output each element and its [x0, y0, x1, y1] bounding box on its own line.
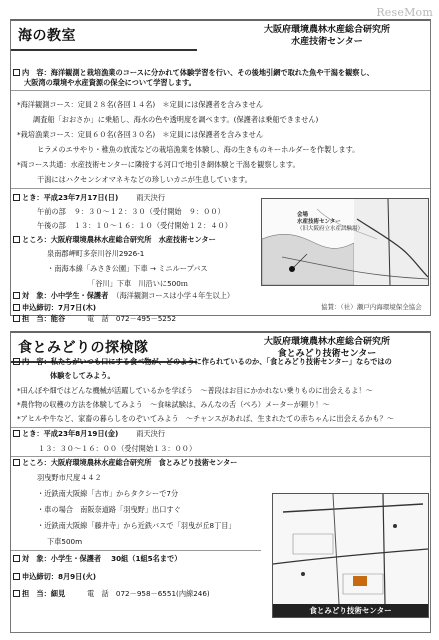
- item1: *田んぼや畑ではどんな機械が活躍しているかを学ぼう ～普段はお目にかかれない乗りものに出会えるよ！～: [17, 386, 373, 395]
- section-title: 海の教室: [18, 28, 76, 44]
- checkbox-square-icon: [13, 358, 20, 365]
- checkbox-square-icon: [13, 194, 20, 201]
- contact-name: 能谷: [50, 314, 66, 323]
- content-text: 私たちがいつも口にする食べ物が、どのように作られているのか、「食とみどり技術センター」ならではの: [50, 357, 392, 366]
- checkbox-square-icon: [13, 459, 20, 466]
- contact-tel: 電 話 072－958－6551(内線246): [87, 589, 210, 598]
- target-label: 対 象：: [22, 291, 51, 300]
- checkbox-square-icon: [13, 292, 20, 299]
- checkbox-square-icon: [13, 304, 20, 311]
- map-graphic: [273, 494, 428, 604]
- date-label: とき：平成23年8月19日(金): [22, 429, 119, 438]
- checkbox-square-icon: [13, 555, 20, 562]
- address: 羽曳野市尺度４４２: [37, 473, 102, 482]
- organizer-line2: 水産技術センター: [291, 37, 363, 47]
- pm-session: [37, 221, 232, 231]
- deadline-row: [13, 303, 96, 313]
- am-label: 午前の部: [37, 207, 66, 216]
- target-note: （海洋観測コースは小学４年生以上）: [112, 291, 235, 300]
- venue-marker: [289, 266, 295, 272]
- deadline-label: 申込締切：: [22, 303, 58, 312]
- access2: ・車の場合 南阪奈道路「羽曳野」出口すぐ: [37, 505, 181, 514]
- venue-marker: [353, 576, 367, 586]
- place-label: ところ：大阪府環境農林水産総合研究所 水産技術センター: [22, 235, 216, 244]
- organizer-line2: 食とみどり技術センター: [277, 349, 377, 359]
- map-center-label1: 会場: [297, 212, 309, 218]
- contact-label: 担 当：: [22, 314, 51, 323]
- target-label: 対 象：: [22, 554, 51, 563]
- content-row: [13, 68, 374, 78]
- content-label: 内 容：: [22, 357, 51, 366]
- content-row: [13, 357, 392, 367]
- deadline-value: 7月7日(木): [57, 303, 97, 312]
- course1: *海洋観測コース：定員２８名(各回１４名) ＊定員には保護者を含みません: [17, 100, 264, 109]
- pm-label: 午後の部: [37, 221, 66, 230]
- date-row: [13, 429, 165, 439]
- divider: [11, 456, 430, 457]
- access3: ・近鉄南大阪線「藤井寺」から近鉄バスで「羽曳が丘8丁目」: [37, 521, 236, 530]
- cooperation-note: 協賛：（社）瀬戸内海環境保全協会: [321, 303, 422, 311]
- content-text-2: 体験をしてみよう。: [50, 371, 115, 380]
- checkbox-square-icon: [13, 590, 20, 597]
- contact-tel: 電 話 072－495－5252: [87, 314, 177, 323]
- place-row: [13, 458, 237, 468]
- place-row: [13, 235, 216, 245]
- contact-name: 細見: [50, 589, 66, 598]
- course2-detail: ヒラメのエサやり・稚魚の放流などの栽培漁業を体験し、海の生きものキーホルダーを作製します。: [37, 145, 360, 154]
- content-text: 海洋観測と栽培漁業のコースに分かれて体験学習を行い、その後地引網で取れた魚や干潟を観察し、: [50, 68, 374, 77]
- access2: 「谷川」下車 川沿いに500ｍ: [88, 279, 188, 288]
- section-title: 食とみどりの探検隊: [18, 340, 149, 356]
- rain-note: 雨天決行: [136, 429, 166, 438]
- divider: [11, 188, 430, 189]
- organizer: [264, 24, 390, 48]
- map-graphic: [262, 199, 428, 285]
- map-banner: 食とみどり技術センター: [273, 604, 428, 617]
- map-misaki: [261, 198, 429, 286]
- date-row: [13, 193, 165, 203]
- map-habikino: [272, 493, 429, 618]
- map-center-label3: （旧大阪府立水産試験場）: [297, 226, 364, 232]
- access1: ・近鉄南大阪線「古市」からタクシーで7分: [37, 489, 179, 498]
- time: １３：３０～１６：００（受付開始１３：００）: [38, 444, 197, 453]
- organizer-line1: 大阪府環境農林水産総合研究所: [263, 337, 390, 347]
- checkbox-square-icon: [13, 236, 20, 243]
- divider: [11, 90, 430, 91]
- deadline-value: 8月9日(火): [57, 572, 97, 581]
- map-center-label2: 水産技術センター: [297, 219, 341, 225]
- course3: *両コース共通：水産技術センターに隣接する河口で地引き網体験と干潟を観察します。: [17, 160, 300, 169]
- am-session: [37, 207, 225, 217]
- pm-time: １３：１０～１６：１０（受付開始１２：４０）: [73, 221, 232, 230]
- checkbox-square-icon: [13, 69, 20, 76]
- am-time: ９：３０～１２：３０（受付開始 ９：００）: [73, 207, 225, 216]
- organizer-line1: 大阪府環境農林水産総合研究所: [263, 25, 390, 35]
- item2: *農作物の収穫の方法を体験してみよう ～食味試験は、みんなの舌（べろ）メーターが頼り！～: [17, 400, 330, 409]
- watermark: ReseMom: [376, 6, 433, 19]
- deadline-label: 申込締切：: [22, 572, 58, 581]
- access1: ・南海本線「みさき公園」下車 → ミニループバス: [47, 264, 208, 273]
- section-shoku-to-midori: [10, 331, 431, 633]
- divider: [11, 427, 430, 428]
- target-row: [13, 291, 234, 301]
- content-text-2: 大阪湾の環境や水産資源の保全について学習します。: [24, 78, 196, 87]
- checkbox-square-icon: [13, 573, 20, 580]
- course3-detail: 干潟にはハクセンシオマネキなどの珍しいカニが生息しています。: [37, 175, 252, 184]
- contact-row: [13, 314, 176, 324]
- address: 泉南郡岬町多奈川谷川2926-1: [47, 249, 145, 258]
- access4: 下車500m: [47, 537, 83, 546]
- course1-detail: 調査船「おおさか」に乗船し、海水の色や透明度を調べます。(保護者は乗船できません): [33, 115, 319, 124]
- deadline-row: [13, 572, 96, 582]
- content-label: 内 容：: [22, 68, 51, 77]
- item3: *アヒルや牛など、家畜の暮らしをのぞいてみよう ～チャンスがあれば、生まれたての赤ちゃんに出会えるかも？～: [17, 414, 394, 423]
- place-label: ところ：大阪府環境農林水産総合研究所 食とみどり技術センター: [22, 458, 238, 467]
- checkbox-square-icon: [13, 315, 20, 322]
- contact-row: [13, 589, 210, 599]
- target-value: 小学生・保護者: [50, 554, 102, 563]
- capacity: 30組（1組5名まで）: [111, 554, 182, 563]
- checkbox-square-icon: [13, 430, 20, 437]
- title-bar: [11, 21, 197, 51]
- rain-note: 雨天決行: [136, 193, 166, 202]
- target-row: [13, 554, 181, 564]
- divider: [11, 550, 261, 551]
- course2: *栽培漁業コース：定員６０名(各回３０名) ＊定員には保護者を含みません: [17, 130, 264, 139]
- contact-label: 担 当：: [22, 589, 51, 598]
- target-value: 小中学生・保護者: [50, 291, 109, 300]
- date-label: とき：平成23年7月17日(日): [22, 193, 119, 202]
- section-umi-no-kyoshitsu: [10, 19, 431, 323]
